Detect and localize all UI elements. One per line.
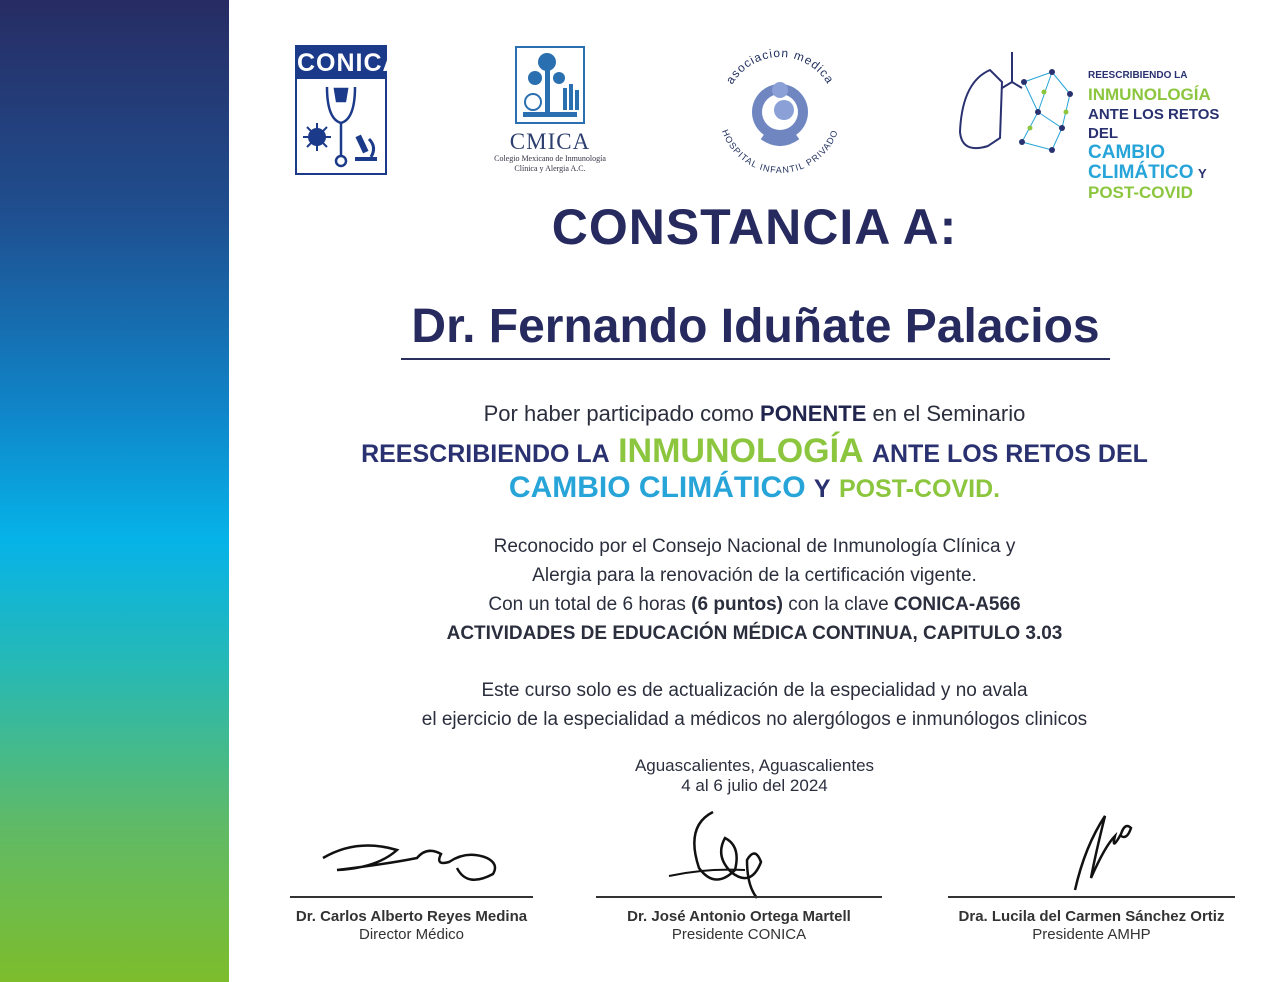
signature-line	[596, 896, 882, 898]
seminar-logo-text-5: Y	[1198, 166, 1207, 181]
stethoscope-microscope-icon	[297, 79, 385, 173]
recipient-name: Dr. Fernando Iduñate Palacios	[401, 296, 1110, 360]
seminar-title-line1	[229, 432, 1280, 471]
signature-block-2	[596, 896, 882, 944]
participation-post: en el Seminario	[872, 401, 1026, 426]
signature-line	[290, 896, 533, 898]
cmica-logo	[485, 46, 615, 180]
disclaimer-line1: Este curso solo es de actualización de la especialidad y no avala	[481, 680, 1028, 701]
recognition-code: CONICA-A566	[893, 594, 1021, 615]
cmica-name-line1: Colegio Mexicano de Inmunología	[494, 154, 606, 163]
recognition-key-label: con la clave	[788, 594, 889, 615]
seminar-title-line2	[229, 471, 1280, 505]
mother-child-icon	[705, 38, 855, 178]
seminar-logo-text	[1088, 64, 1242, 202]
conica-logo	[295, 45, 402, 175]
seminar-logo-text-6: POST-COVID	[1088, 183, 1193, 202]
recognition-line1: Reconocido por el Consejo Nacional de Inmunología Clínica y	[493, 536, 1016, 557]
recognition-line2: Alergia para la renovación de la certificación vigente.	[532, 565, 977, 586]
signatory-role-3: Presidente AMHP	[1032, 926, 1151, 943]
seminar-logo-text-4: CAMBIO CLIMÁTICO	[1088, 142, 1194, 183]
signatory-name-2: Dr. José Antonio Ortega Martell	[627, 908, 851, 925]
signature-image-2	[665, 806, 805, 902]
signatory-role-1: Director Médico	[358, 926, 465, 943]
seminar-part4: CAMBIO CLIMÁTICO	[508, 471, 806, 504]
certificate-title: CONSTANCIA A:	[551, 199, 958, 255]
signatory-name-1: Dr. Carlos Alberto Reyes Medina	[295, 908, 528, 925]
participation-line	[229, 401, 1280, 427]
certificate	[229, 0, 1280, 982]
seminar-logo	[952, 42, 1242, 202]
participation-pre: Por haber participado como	[483, 401, 754, 426]
cmica-emblem-icon	[515, 46, 585, 124]
disclaimer-line2: el ejercicio de la especialidad a médicos no alergólogos e inmunólogos clinicos	[421, 709, 1088, 730]
seminar-part3: ANTE LOS RETOS DEL	[871, 440, 1148, 468]
signature-image-1	[317, 828, 507, 894]
signature-block-1	[290, 896, 533, 944]
participation-role: PONENTE	[760, 401, 867, 426]
amhp-logo	[705, 38, 855, 178]
event-date: 4 al 6 julio del 2024	[681, 776, 828, 795]
signatory-role-2: Presidente CONICA	[671, 926, 807, 943]
signature-image-3	[1065, 806, 1145, 896]
cmica-name-line2: Clínica y Alergia A.C.	[514, 164, 586, 173]
seminar-logo-text-2: INMUNOLOGÍA	[1088, 85, 1211, 104]
svg-text:asociacion medica	[723, 46, 837, 87]
event-location: Aguascalientes, Aguascalientes	[634, 756, 875, 775]
seminar-logo-text-1: REESCRIBIENDO LA	[1088, 70, 1188, 81]
signature-block-3	[948, 896, 1235, 944]
amhp-ring-top-text: asociacion medica	[722, 45, 838, 87]
signatory-name-3: Dra. Lucila del Carmen Sánchez Ortiz	[958, 908, 1225, 925]
seminar-part6: POST-COVID.	[838, 475, 1001, 503]
recognition-hours: Con un total de 6 horas	[488, 594, 686, 615]
seminar-part5: Y	[813, 475, 831, 503]
cmica-acronym: CMICA	[509, 129, 591, 154]
seminar-logo-text-3: ANTE LOS RETOS DEL	[1088, 106, 1220, 142]
lungs-network-icon	[952, 42, 1082, 162]
amhp-ring-bottom-text: HOSPITAL INFANTIL PRIVADO	[720, 128, 840, 176]
recognition-points: (6 puntos)	[691, 594, 784, 615]
signature-line	[948, 896, 1235, 898]
decorative-gradient-band	[0, 0, 229, 982]
seminar-part1: REESCRIBIENDO LA	[361, 440, 610, 468]
recognition-line3	[229, 594, 1280, 616]
conica-logo-label: CONICA	[297, 49, 402, 77]
recognition-line4: ACTIVIDADES DE EDUCACIÓN MÉDICA CONTINUA, CAPITULO 3.03	[446, 623, 1063, 644]
seminar-part2: INMUNOLOGÍA	[618, 432, 864, 470]
